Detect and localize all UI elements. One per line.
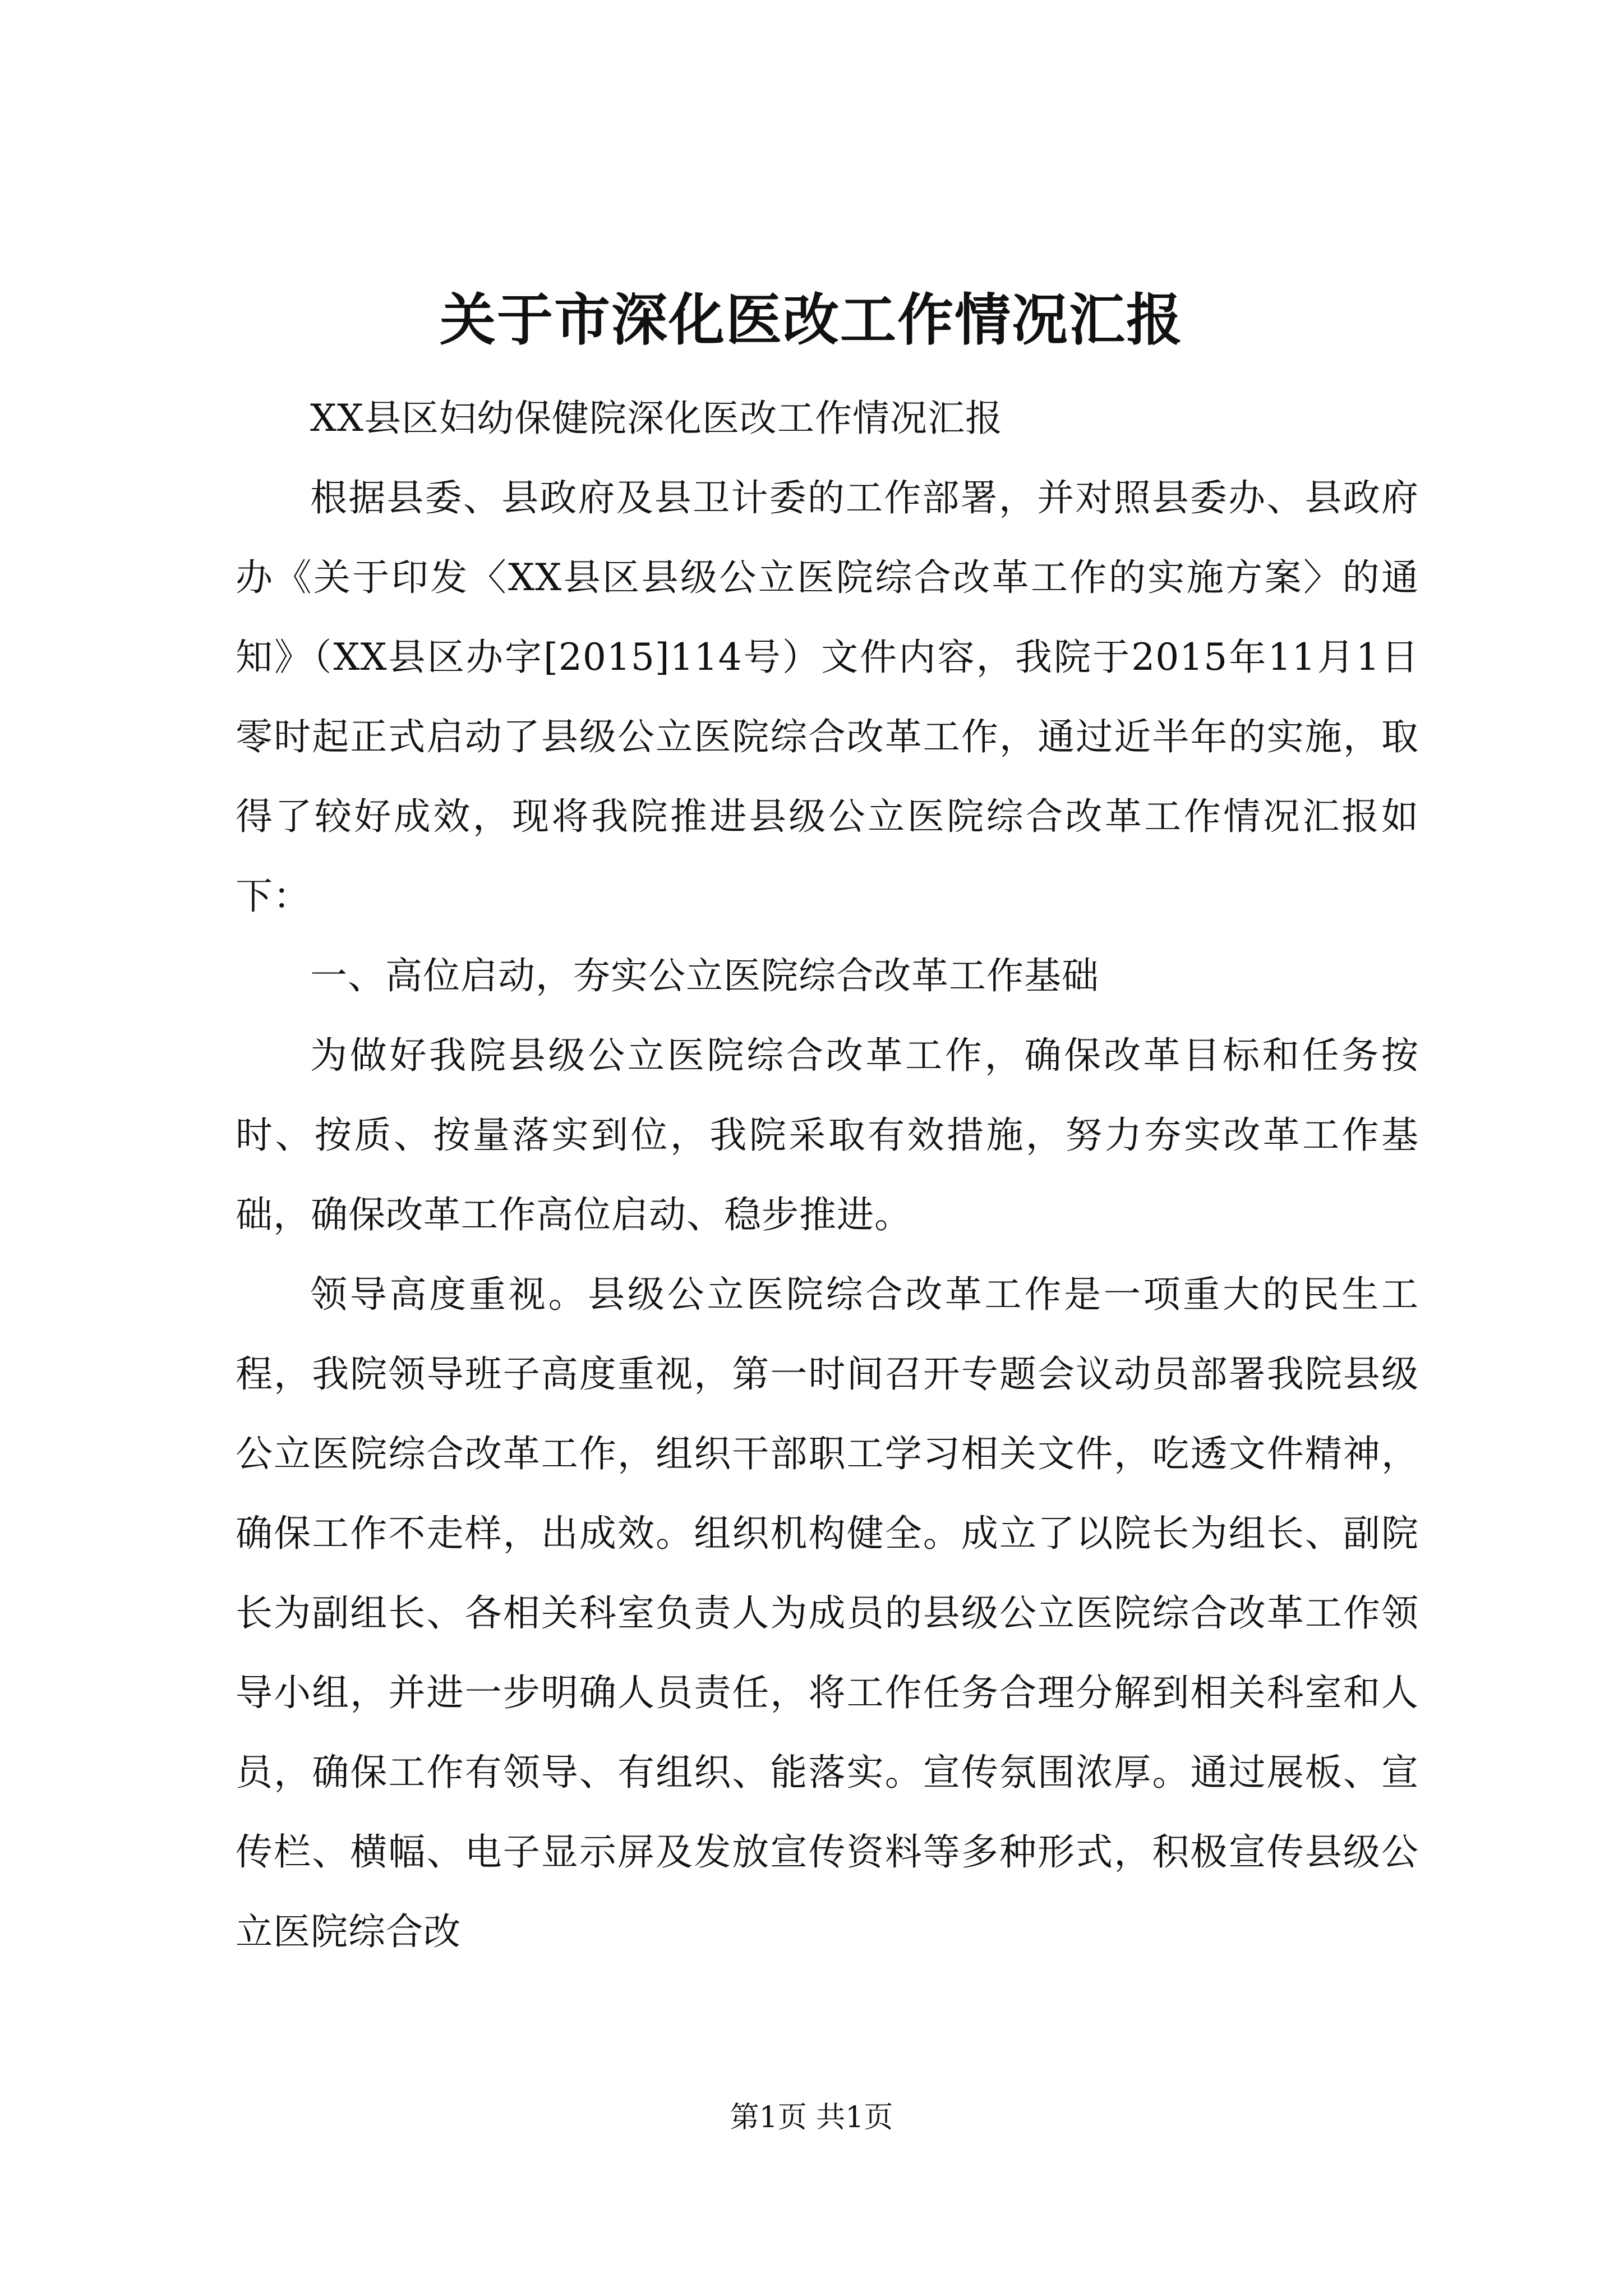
paragraph-intro: 根据县委、县政府及县卫计委的工作部署，并对照县委办、县政府办《关于印发〈XX县区县级公立医院综合改革工作的实施方案〉的通知》（XX县区办字[2015]114号）文件内容，我院于2015年11月1日零时起正式启动了县级公立医院综合改革工作，通过近半年的实施，取得了较好成效，现将我院推进县级公立医院综合改革工作情况汇报如下： — [236, 476, 1419, 918]
document-title: 关于市深化医改工作情况汇报 — [440, 287, 1183, 353]
paragraph-section-1: 为做好我院县级公立医院综合改革工作，确保改革目标和任务按时、按质、按量落实到位，我院采取有效措施，努力夯实改革工作基础，确保改革工作高位启动、稳步推进。 — [236, 1034, 1419, 1236]
document-body — [236, 379, 1419, 1972]
paragraph-subtitle: XX县区妇幼保健院深化医改工作情况汇报 — [310, 397, 1003, 440]
paragraph-leadership: 领导高度重视。县级公立医院综合改革工作是一项重大的民生工程，我院领导班子高度重视，第一时间召开专题会议动员部署我院县级公立医院综合改革工作，组织干部职工学习相关文件，吃透文件精神，确保工作不走样，出成效。组织机构健全。成立了以院长为组长、副院长为副组长、各相关科室负责人为成员的县级公立医院综合改革工作领导小组，并进一步明确人员责任，将工作任务合理分解到相关科室和人员，确保工作有领导、有组织、能落实。宣传氛围浓厚。通过展板、宣传栏、横幅、电子显示屏及发放宣传资料等多种形式，积极宣传县级公立医院综合改 — [236, 1273, 1419, 1953]
page-footer: 第1页 共1页 — [730, 2101, 893, 2134]
section-heading-1: 一、高位启动，夯实公立医院综合改革工作基础 — [310, 954, 1099, 997]
